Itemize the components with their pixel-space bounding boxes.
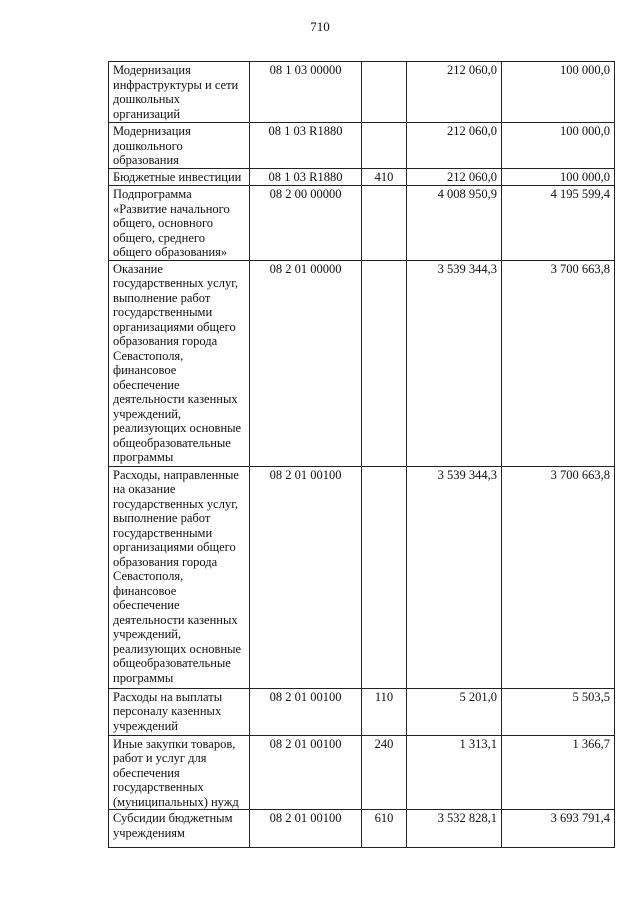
amount-year1-cell: 212 060,0 [407, 62, 502, 123]
target-article-cell: 08 2 00 00000 [250, 186, 362, 261]
amount-year2-cell: 100 000,0 [502, 62, 615, 123]
row-name-cell: Расходы на выплаты персоналу казенных учреждений [109, 688, 250, 735]
row-name-cell: Субсидии бюджетным учреждениям [109, 810, 250, 848]
amount-year2-cell: 100 000,0 [502, 169, 615, 186]
expense-type-cell: 110 [362, 688, 407, 735]
target-article-cell: 08 2 01 00100 [250, 735, 362, 810]
expense-type-cell: 240 [362, 735, 407, 810]
row-name-cell: Иные закупки товаров, работ и услуг для обеспечения государственных (муниципальных) нужд [109, 735, 250, 810]
amount-year2-cell: 1 366,7 [502, 735, 615, 810]
expense-type-cell: 610 [362, 810, 407, 848]
amount-year2-cell: 3 693 791,4 [502, 810, 615, 848]
row-name-cell: Модернизация инфраструктуры и сети дошкольных организаций [109, 62, 250, 123]
target-article-cell: 08 1 03 R1880 [250, 169, 362, 186]
table-row [109, 186, 615, 261]
target-article-cell: 08 1 03 R1880 [250, 123, 362, 169]
expense-type-cell [362, 62, 407, 123]
row-name-cell: Модернизация дошкольного образования [109, 123, 250, 169]
amount-year1-cell: 5 201,0 [407, 688, 502, 735]
table-row [109, 735, 615, 810]
target-article-cell: 08 1 03 00000 [250, 62, 362, 123]
amount-year2-cell: 4 195 599,4 [502, 186, 615, 261]
table-row [109, 260, 615, 466]
row-name-cell: Бюджетные инвестиции [109, 169, 250, 186]
row-name-cell: Оказание государственных услуг, выполнение работ государственными организациями общего образования города Севастополя, финансовое обеспечение деятельности казенных учреждений, реализующих основные общеобразовательные программы [109, 260, 250, 466]
budget-table [108, 61, 615, 848]
row-name-cell: Подпрограмма «Развитие начального общего, основного общего, среднего общего образования» [109, 186, 250, 261]
amount-year1-cell: 212 060,0 [407, 123, 502, 169]
table-row [109, 688, 615, 735]
amount-year2-cell: 3 700 663,8 [502, 466, 615, 688]
expense-type-cell [362, 123, 407, 169]
budget-table-body [109, 62, 615, 848]
target-article-cell: 08 2 01 00100 [250, 688, 362, 735]
table-row [109, 466, 615, 688]
amount-year1-cell: 3 539 344,3 [407, 466, 502, 688]
table-row [109, 123, 615, 169]
amount-year2-cell: 100 000,0 [502, 123, 615, 169]
amount-year2-cell: 3 700 663,8 [502, 260, 615, 466]
amount-year1-cell: 1 313,1 [407, 735, 502, 810]
expense-type-cell: 410 [362, 169, 407, 186]
row-name-cell: Расходы, направленные на оказание государственных услуг, выполнение работ государственными организациями общего образования города Севастополя, финансовое обеспечение деятельности казенных учреждений, реализующих основные общеобразовательные программы [109, 466, 250, 688]
amount-year1-cell: 3 532 828,1 [407, 810, 502, 848]
expense-type-cell [362, 466, 407, 688]
amount-year1-cell: 3 539 344,3 [407, 260, 502, 466]
table-row [109, 62, 615, 123]
expense-type-cell [362, 260, 407, 466]
table-row [109, 169, 615, 186]
amount-year1-cell: 212 060,0 [407, 169, 502, 186]
target-article-cell: 08 2 01 00100 [250, 810, 362, 848]
page-number: 710 [310, 19, 330, 34]
expense-type-cell [362, 186, 407, 261]
amount-year2-cell: 5 503,5 [502, 688, 615, 735]
target-article-cell: 08 2 01 00100 [250, 466, 362, 688]
target-article-cell: 08 2 01 00000 [250, 260, 362, 466]
amount-year1-cell: 4 008 950,9 [407, 186, 502, 261]
table-row [109, 810, 615, 848]
